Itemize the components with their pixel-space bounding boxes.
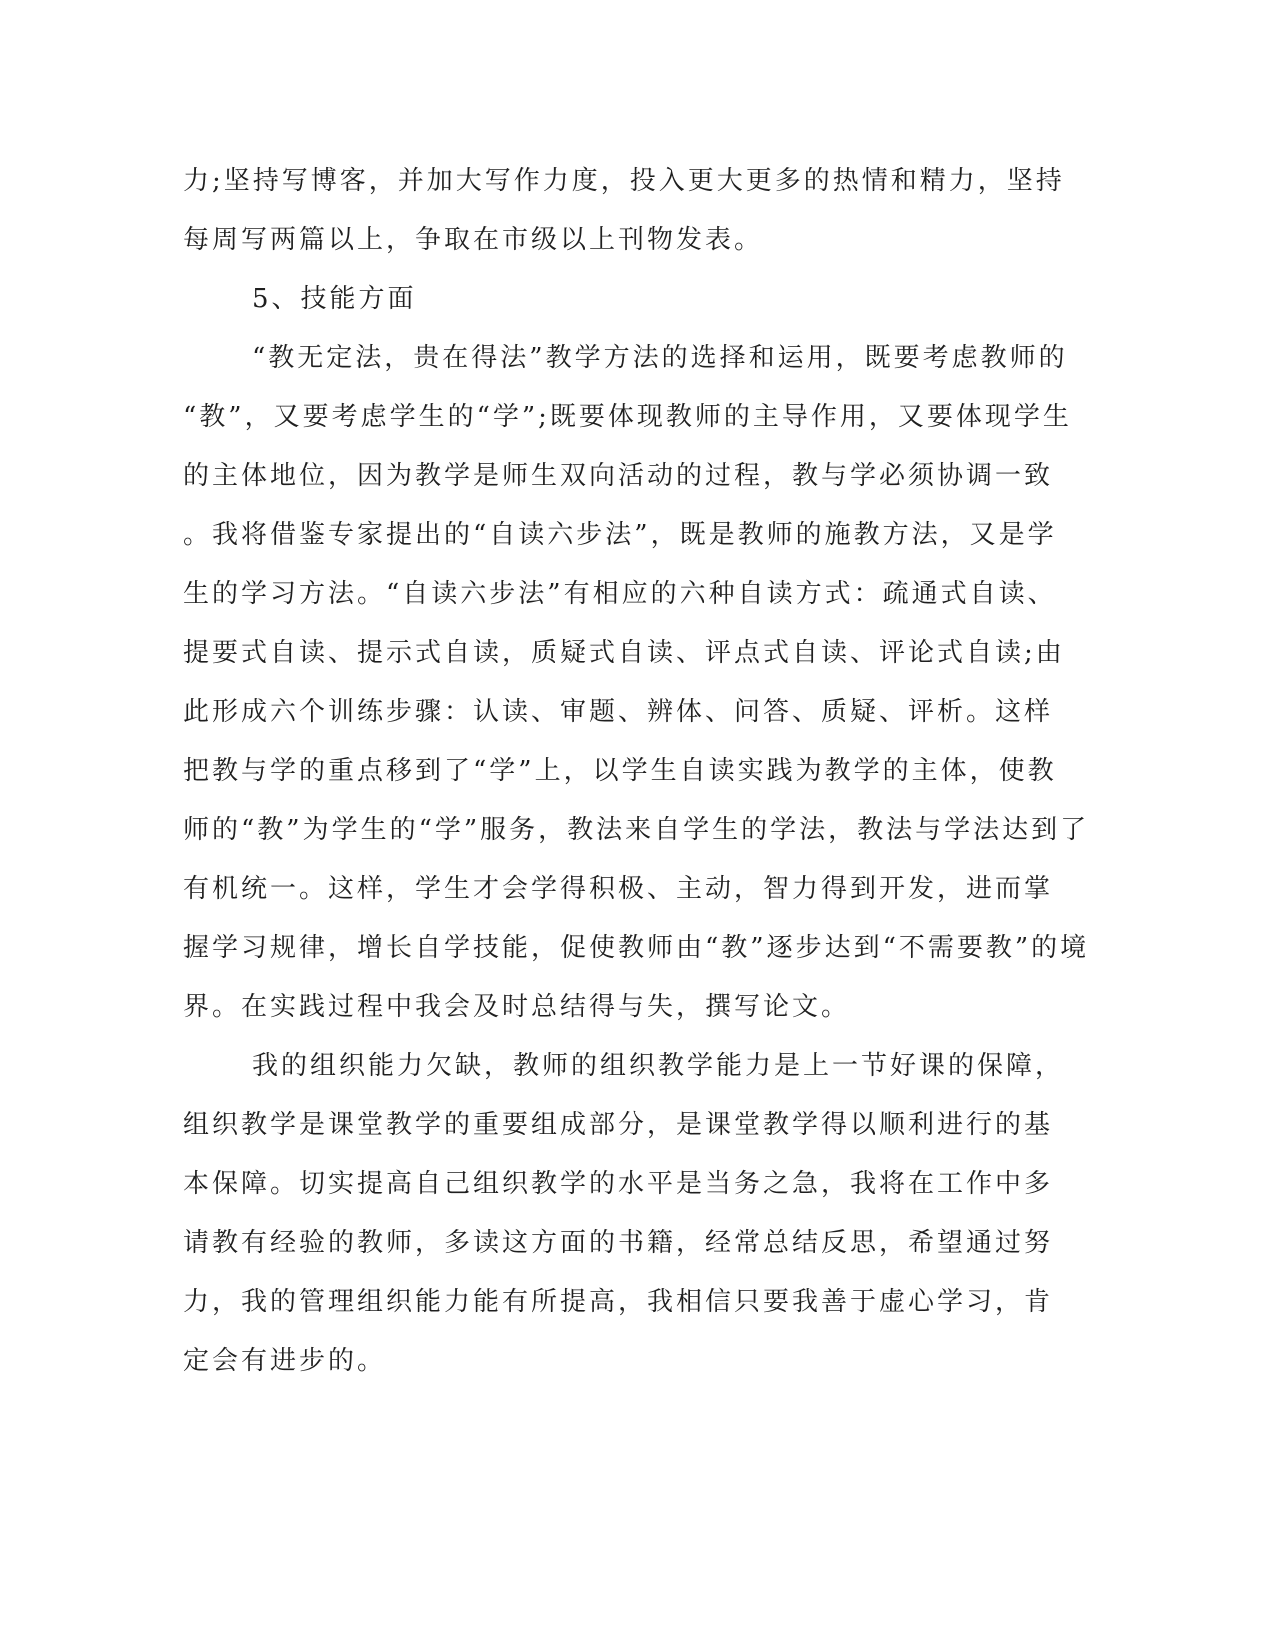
- text-line: 有机统一。这样，学生才会学得积极、主动，智力得到开发，进而掌: [183, 874, 1054, 904]
- text-line: 我的组织能力欠缺，教师的组织教学能力是上一节好课的保障，: [252, 1051, 1065, 1081]
- text-line: 界。在实践过程中我会及时总结得与失，撰写论文。: [183, 992, 851, 1022]
- text-line: 生的学习方法。“自读六步法”有相应的六种自读方式：疏通式自读、: [183, 579, 1057, 609]
- text-line: 握学习规律，增长自学技能，促使教师由“教”逐步达到“不需要教”的境: [183, 933, 1090, 963]
- text-line: 定会有进步的。: [183, 1346, 387, 1376]
- text-line: 本保障。切实提高自己组织教学的水平是当务之急，我将在工作中多: [183, 1169, 1054, 1199]
- text-line: 。我将借鉴专家提出的“自读六步法”，既是教师的施教方法，又是学: [183, 520, 1057, 550]
- text-line: 此形成六个训练步骤：认读、审题、辨体、问答、质疑、评析。这样: [183, 697, 1054, 727]
- text-line: 把教与学的重点移到了“学”上，以学生自读实践为教学的主体，使教: [183, 756, 1057, 786]
- text-line: “教无定法，贵在得法”教学方法的选择和运用，既要考虑教师的: [252, 343, 1068, 373]
- text-line: 力，我的管理组织能力能有所提高，我相信只要我善于虚心学习，肯: [183, 1287, 1054, 1317]
- text-line: 的主体地位，因为教学是师生双向活动的过程，教与学必须协调一致: [183, 461, 1054, 491]
- text-line: 请教有经验的教师，多读这方面的书籍，经常总结反思，希望通过努: [183, 1228, 1054, 1258]
- section-heading: 5、技能方面: [252, 284, 417, 314]
- text-line: 力;坚持写博客，并加大写作力度，投入更大更多的热情和精力，坚持: [183, 166, 1065, 196]
- text-line: “教”，又要考虑学生的“学”;既要体现教师的主导作用，又要体现学生: [183, 402, 1072, 432]
- text-line: 每周写两篇以上，争取在市级以上刊物发表。: [183, 225, 764, 255]
- text-line: 组织教学是课堂教学的重要组成部分，是课堂教学得以顺利进行的基: [183, 1110, 1054, 1140]
- text-line: 提要式自读、提示式自读，质疑式自读、评点式自读、评论式自读;由: [183, 638, 1065, 668]
- text-line: 师的“教”为学生的“学”服务，教法来自学生的学法，教法与学法达到了: [183, 815, 1090, 845]
